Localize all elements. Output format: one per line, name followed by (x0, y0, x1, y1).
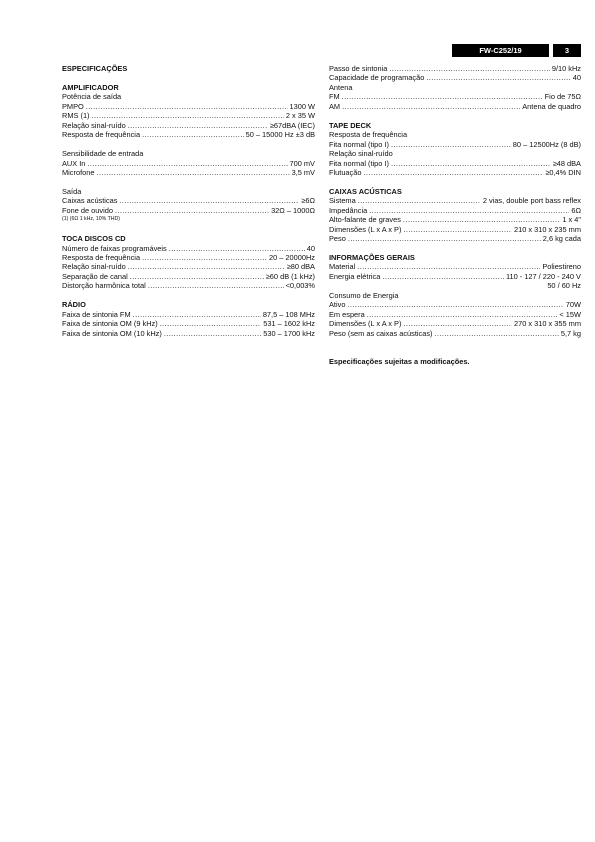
spec-row-standby (329, 310, 581, 319)
spec-label: Em espera (329, 309, 365, 319)
general-section-title: INFORMAÇÕES GERAIS (329, 253, 415, 263)
spec-value: 210 x 310 x 235 mm (514, 224, 581, 234)
spec-label: PMPO (62, 101, 84, 111)
spec-label: RMS (1) (62, 111, 90, 121)
spec-row-tape-freq (329, 140, 581, 149)
spec-value: ≥6Ω (301, 196, 315, 206)
output-subtitle: Saída (62, 186, 82, 196)
spec-row-mic (62, 168, 315, 177)
spec-label: Peso (sem as caixas acústicas) (329, 328, 433, 338)
page-number: 3 (564, 46, 570, 55)
spec-label: Material (329, 262, 356, 272)
spec-label: AM (329, 101, 341, 111)
spec-label: Sistema (329, 196, 356, 206)
spec-value: 70W (565, 300, 581, 310)
spec-row-radio-fm (62, 310, 315, 319)
spec-label: Relação sinal-ruído (62, 120, 126, 130)
spec-value: Fio de 75Ω (544, 92, 581, 102)
tape-section-title: TAPE DECK (329, 120, 372, 130)
spec-value: 20 – 20000Hz (268, 253, 315, 262)
spec-value: 40 (572, 73, 581, 83)
spec-row-headphones (62, 206, 315, 215)
spec-value: 270 x 310 x 355 mm (514, 319, 581, 329)
spec-label: Faixa de sintonia OM (9 kHz) (62, 319, 158, 329)
spec-label: Fone de ouvido (62, 205, 113, 215)
spec-label: Resposta de frequência (62, 253, 141, 262)
spec-row-impedance (329, 206, 581, 215)
antenna-subtitle: Antena (329, 82, 353, 92)
spec-label: Capacidade de programação (329, 73, 425, 83)
spec-row-amp-freq (62, 130, 315, 139)
spec-row-tuning-step (329, 64, 581, 73)
spec-row-aux (62, 159, 315, 168)
spec-label: Microfone (62, 167, 95, 177)
spec-label: Faixa de sintonia FM (62, 309, 131, 319)
spec-label: Alto-falante de graves (329, 215, 401, 225)
spec-row-radio-om10 (62, 329, 315, 338)
spec-value: 80 – 12500Hz (8 dB) (512, 139, 581, 149)
spec-row-cd-snr (62, 262, 315, 271)
model-header-box (452, 44, 549, 57)
spec-label: Faixa de sintonia OM (10 kHz) (62, 328, 162, 338)
spec-label: Dimensões (L x A x P) (329, 319, 402, 329)
spec-row-cd-tracks (62, 244, 315, 253)
cd-section-title: TOCA DISCOS CD (62, 234, 126, 244)
spec-value: 32Ω – 1000Ω (271, 205, 315, 215)
rms-footnote: (1) (6Ω 1 kHz, 10% THD) (62, 216, 120, 223)
right-column (329, 64, 581, 366)
spec-row-speaker-weight (329, 234, 581, 243)
spec-row-pmpo (62, 102, 315, 111)
spec-value: 2 x 35 W (285, 111, 315, 121)
spec-label: Peso (329, 234, 346, 244)
spec-row-unit-dims (329, 319, 581, 328)
radio-section-title: RÁDIO (62, 300, 86, 310)
tape-freq-subtitle: Resposta de frequência (329, 130, 408, 140)
spec-value: 700 mV (289, 158, 315, 168)
spec-row-speakers (62, 196, 315, 205)
output-power-subtitle: Potência de saída (62, 92, 122, 102)
spec-value: ≥60 dB (1 kHz) (265, 271, 315, 281)
spec-value: Antena de quadro (522, 101, 581, 111)
spec-row-unit-weight (329, 329, 581, 338)
spec-label: Separação de canal (62, 271, 128, 281)
spec-row-cd-sep (62, 272, 315, 281)
spec-value: 40 (306, 243, 315, 253)
spec-value: ≥80 dBA (286, 262, 315, 272)
spec-value: 6Ω (571, 205, 581, 215)
spec-label: Passo de sintonia (329, 64, 388, 73)
spec-label: Número de faixas programáveis (62, 243, 167, 253)
spec-row-cd-freq (62, 253, 315, 262)
spec-value: 87,5 – 108 MHz (262, 309, 315, 319)
spec-value: 110 - 127 / 220 - 240 V (505, 271, 581, 281)
spec-label: Impedância (329, 205, 368, 215)
page-number-box (553, 44, 581, 57)
spec-row-speaker-dims (329, 225, 581, 234)
spec-row-presets (329, 73, 581, 82)
spec-value: ≥67dBA (IEC) (269, 120, 315, 130)
spec-row-antenna-fm (329, 92, 581, 101)
specifications-title: ESPECIFICAÇÕES (62, 64, 128, 73)
spec-label: Energia elétrica (329, 271, 381, 281)
spec-value: 2,6 kg cada (542, 234, 581, 244)
spec-value: 531 – 1602 kHz (263, 319, 315, 329)
spec-label: Distorção harmônica total (62, 281, 146, 291)
power-frequency: 50 / 60 Hz (547, 281, 581, 291)
spec-row-cd-thd (62, 281, 315, 290)
spec-value: 5,7 kg (560, 328, 581, 338)
spec-row-radio-om9 (62, 319, 315, 328)
spec-value: ≥0,4% DIN (545, 167, 581, 177)
spec-value: ≥48 dBA (552, 158, 581, 168)
spec-label: Fita normal (tipo I) (329, 158, 389, 168)
spec-row-tape-snr (329, 159, 581, 168)
spec-value: <0,003% (285, 281, 315, 291)
spec-label: AUX In (62, 158, 86, 168)
spec-value: 530 – 1700 kHz (263, 328, 315, 338)
spec-value: 3,5 mV (291, 167, 315, 177)
spec-label: Dimensões (L x A x P) (329, 224, 402, 234)
spec-value: 1300 W (289, 101, 315, 111)
spec-label: Flutuação (329, 167, 362, 177)
model-number: FW-C252/19 (479, 46, 522, 55)
spec-value: Poliestireno (542, 262, 581, 272)
spec-row-tape-wow (329, 168, 581, 177)
spec-row-active (329, 300, 581, 309)
spec-row-antenna-am (329, 102, 581, 111)
spec-value: 2 vias, double port bass reflex (482, 196, 581, 206)
spec-row-rms (62, 111, 315, 120)
spec-value: < 15W (559, 309, 581, 319)
specifications-disclaimer: Especificações sujeitas a modificações. (329, 356, 470, 366)
tape-snr-subtitle: Relação sinal-ruído (329, 149, 393, 159)
spec-value: 9/10 kHz (551, 64, 581, 73)
input-sensitivity-subtitle: Sensibilidade de entrada (62, 149, 144, 159)
spec-value: 50 – 15000 Hz ±3 dB (245, 130, 315, 140)
consumption-subtitle: Consumo de Energia (329, 290, 399, 300)
spec-value: 1 x 4" (562, 215, 581, 225)
spec-label: Ativo (329, 300, 346, 310)
spec-row-amp-snr (62, 121, 315, 130)
left-column (62, 64, 315, 338)
spec-label: Relação sinal-ruído (62, 262, 126, 272)
spec-row-woofer (329, 215, 581, 224)
spec-row-power (329, 272, 581, 281)
spec-label: Fita normal (tipo I) (329, 139, 389, 149)
spec-row-speaker-system (329, 196, 581, 205)
spec-label: Caixas acústicas (62, 196, 118, 206)
speakers-section-title: CAIXAS ACÚSTICAS (329, 186, 402, 196)
spec-row-material (329, 262, 581, 271)
spec-label: FM (329, 92, 340, 102)
amplifier-section-title: AMPLIFICADOR (62, 82, 119, 92)
spec-label: Resposta de frequência (62, 130, 141, 140)
